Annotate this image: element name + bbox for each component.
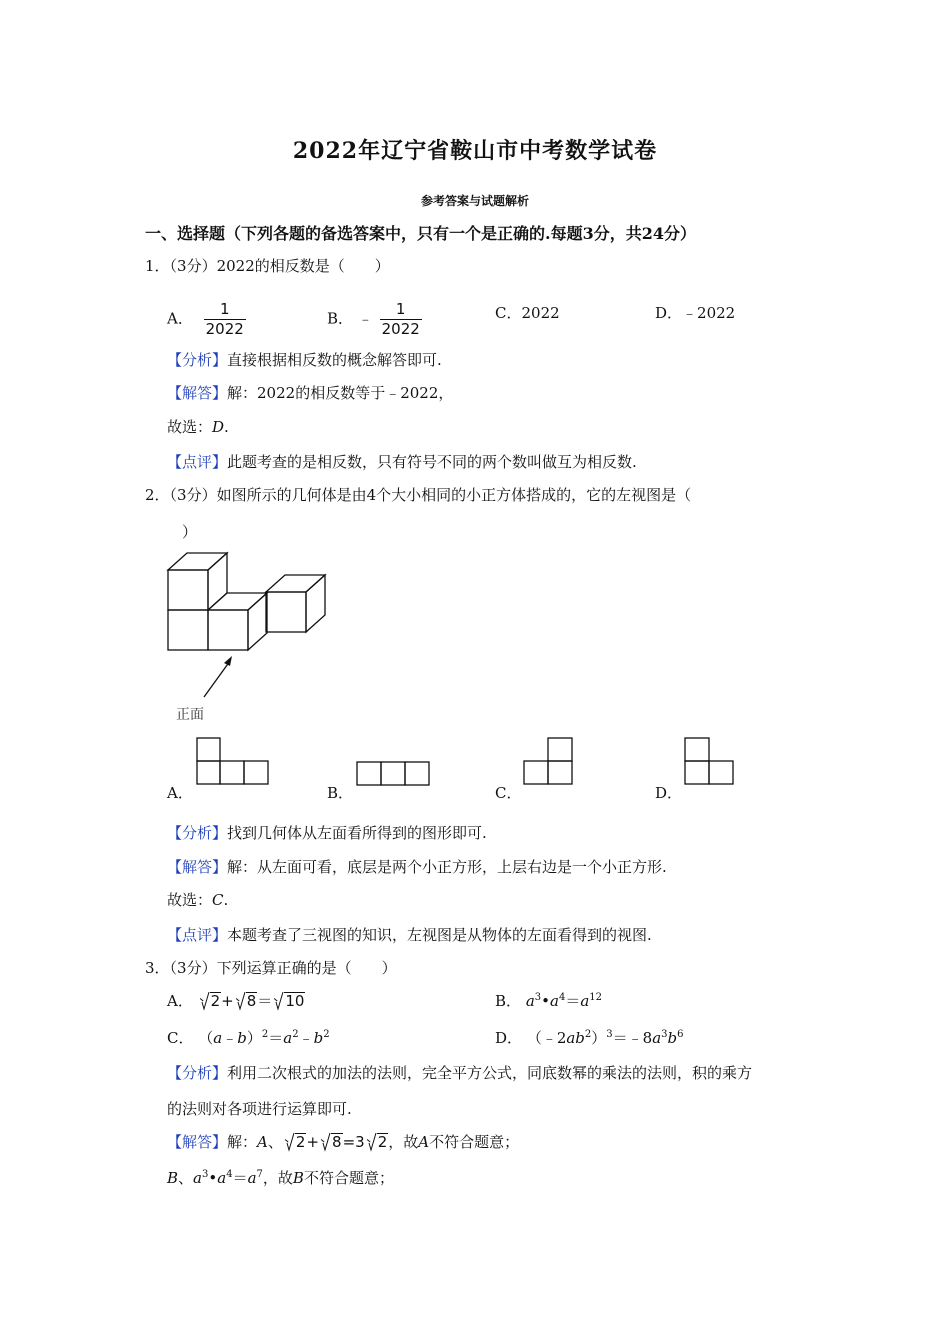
radicand: 8 [246, 992, 257, 1010]
separator: 、 [267, 1133, 283, 1151]
plus-sign: + [306, 1133, 320, 1151]
q3-option-a [167, 990, 305, 1011]
q1-option-a-numerator: 1 [219, 300, 230, 318]
q3-stem: 3．（3分）下列运算正确的是（ ） [145, 959, 397, 977]
var-a: a [193, 1169, 202, 1187]
radical-sign [323, 1133, 330, 1151]
exponent: 3 [606, 1029, 613, 1040]
sqrt-symbol [284, 1133, 307, 1151]
minus-sign: ﹣ [222, 1029, 238, 1047]
q1-choose [167, 416, 229, 437]
var-b: b [667, 1029, 678, 1047]
radicand: 2 [210, 992, 221, 1010]
radical-sign [287, 1133, 294, 1151]
exponent: 4 [558, 992, 566, 1003]
q3-option-d-label: D． [495, 1029, 523, 1047]
radicand: 10 [285, 992, 305, 1010]
paren-open: （ [198, 1029, 214, 1047]
q1-option-a [167, 301, 246, 338]
answer-prefix: 解： [227, 1133, 258, 1151]
q2-comment-text: 本题考查了三视图的知识，左视图是从物体的左面看得到的视图. [227, 926, 652, 944]
answer-tail-pre: ，故 [388, 1133, 419, 1151]
var-ab: ab [566, 1029, 585, 1047]
var-a: a [652, 1029, 662, 1047]
equals-sign: ＝ [565, 992, 581, 1010]
radical-sign [369, 1133, 376, 1151]
choose-suffix: . [224, 418, 229, 436]
q2-option-b-label: B． [327, 784, 354, 802]
paren-close: ） [246, 1029, 262, 1047]
exponent: 3 [661, 1029, 668, 1040]
q2-choose [167, 889, 228, 910]
q1-option-b-denominator: 2022 [381, 320, 420, 338]
q1-option-a-fraction [204, 301, 246, 338]
paren-close: ） [591, 1029, 607, 1047]
answer-tag: 【解答】 [167, 858, 228, 876]
sqrt-symbol [366, 1133, 389, 1151]
q1-option-a-denominator: 2022 [205, 320, 244, 338]
q3-option-a-label: A． [167, 992, 193, 1010]
q2-comment [167, 924, 652, 945]
q1-analysis [167, 349, 442, 370]
radicand: 2 [295, 1133, 306, 1151]
analysis-tag: 【分析】 [167, 351, 228, 369]
var-a: a [247, 1169, 257, 1187]
exponent: 3 [202, 1169, 209, 1180]
exponent: 7 [256, 1169, 263, 1180]
q3-option-b-label: B． [495, 992, 522, 1010]
q2-stem-line2: ） [182, 523, 198, 541]
q1-option-d: D．﹣2022 [655, 304, 736, 322]
radical-sign [276, 992, 283, 1010]
exponent: 4 [226, 1169, 233, 1180]
q2-option-d-figure [684, 737, 736, 785]
comment-tag: 【点评】 [167, 926, 228, 944]
q3-option-c [167, 1027, 330, 1048]
page-subtitle: 参考答案与试题解析 [420, 194, 529, 208]
q1-answer [167, 382, 453, 403]
q3-analysis-line1 [167, 1062, 752, 1083]
q3-answer [167, 1131, 519, 1152]
q1-option-b-fraction [380, 301, 422, 338]
dot-sign: • [541, 992, 550, 1010]
q3-answer-line-b [167, 1167, 394, 1188]
exponent: 12 [589, 992, 603, 1003]
exponent: 3 [534, 992, 542, 1003]
answer-tail: 不符合题意； [303, 1169, 394, 1187]
q1-option-b-label: B． [327, 309, 354, 328]
q2-stem-line1: 2．（3分）如图所示的几何体是由4个大小相同的小正方体搭成的，它的左视图是（ [145, 486, 692, 504]
answer-tail-pre: ，故 [262, 1169, 293, 1187]
sqrt-symbol [273, 992, 305, 1010]
radicand: 2 [377, 1133, 388, 1151]
var-b: b [313, 1029, 324, 1047]
equals-sign: ＝﹣8 [612, 1029, 653, 1047]
choose-prefix: 故选： [167, 891, 213, 909]
q1-comment-text: 此题考查的是相反数，只有符号不同的两个数叫做互为相反数. [227, 453, 637, 471]
q2-option-c-figure [523, 737, 575, 785]
exponent: 2 [323, 1029, 330, 1040]
exponent: 2 [584, 1029, 592, 1040]
sqrt-symbol [320, 1133, 343, 1151]
separator: 、 [178, 1169, 194, 1187]
var-b: b [237, 1029, 247, 1047]
minus-sign: ﹣ [298, 1029, 314, 1047]
dot-sign: • [208, 1169, 218, 1187]
answer-tail: 不符合题意； [429, 1133, 520, 1151]
q1-option-b [327, 301, 422, 338]
var-a: a [525, 992, 535, 1010]
exponent: 2 [292, 1029, 299, 1040]
option-letter: A [418, 1133, 430, 1151]
page-title: 2022年辽宁省鞍山市中考数学试卷 [292, 138, 658, 164]
q1-option-a-label: A． [167, 309, 193, 328]
q3-option-c-label: C． [167, 1029, 194, 1047]
choose-suffix: . [223, 891, 229, 909]
q2-option-a-figure [196, 737, 270, 785]
section-heading: 一、选择题（下列各题的备选答案中，只有一个是正确的.每题3分，共24分） [145, 224, 696, 243]
radical-sign [238, 992, 245, 1010]
equals-sign: ＝ [232, 1169, 248, 1187]
analysis-tag: 【分析】 [167, 824, 228, 842]
q1-comment [167, 451, 637, 472]
q1-stem: 1．（3分）2022的相反数是（ ） [145, 257, 390, 275]
option-letter: B [167, 1169, 179, 1187]
q2-analysis-text: 找到几何体从左面看所得到的图形即可. [227, 824, 487, 842]
analysis-tag: 【分析】 [167, 1064, 228, 1082]
q1-answer-text: 解：2022的相反数等于﹣2022， [227, 384, 454, 402]
equals-sign: ＝ [268, 1029, 284, 1047]
q2-option-d-label: D． [655, 784, 683, 802]
option-letter: B [292, 1169, 304, 1187]
paren-open: （﹣2 [526, 1029, 567, 1047]
q2-solid-figure [160, 545, 340, 705]
q2-option-a-label: A． [167, 784, 193, 802]
var-a: a [283, 1029, 293, 1047]
answer-tag: 【解答】 [167, 1133, 228, 1151]
q3-analysis-line2: 的法则对各项进行运算即可. [167, 1100, 352, 1118]
exponent: 6 [677, 1029, 684, 1040]
option-letter: A [257, 1133, 268, 1151]
q1-option-b-numerator: 1 [395, 300, 406, 318]
sqrt-symbol [199, 992, 222, 1010]
q1-analysis-text: 直接根据相反数的概念解答即可. [227, 351, 442, 369]
var-a: a [550, 992, 559, 1010]
q2-front-label: 正面 [176, 707, 204, 723]
var-a: a [217, 1169, 227, 1187]
choose-prefix: 故选： [167, 418, 213, 436]
q3-option-d [495, 1027, 684, 1048]
choose-letter: C [212, 891, 224, 909]
q1-option-b-sign: ﹣ [357, 309, 373, 328]
answer-tag: 【解答】 [167, 384, 228, 402]
q2-answer-text: 解：从左面可看，底层是两个小正方形，上层右边是一个小正方形. [227, 858, 667, 876]
choose-letter: D [212, 418, 225, 436]
q2-option-c-label: C． [495, 784, 522, 802]
radicand: 8 [332, 1133, 342, 1151]
exponent: 2 [261, 1029, 269, 1040]
q2-option-b-figure [356, 761, 430, 786]
plus-sign: + [221, 992, 234, 1010]
equals-three: =3 [342, 1133, 365, 1151]
q1-option-c: C．2022 [495, 304, 560, 322]
q2-analysis [167, 822, 487, 843]
comment-tag: 【点评】 [167, 453, 228, 471]
q3-analysis-text: 利用二次根式的加法的法则，完全平方公式，同底数幂的乘法的法则，积的乘方 [227, 1064, 753, 1082]
radical-sign [202, 992, 209, 1010]
q3-option-b [495, 990, 602, 1011]
var-a: a [213, 1029, 223, 1047]
q2-answer [167, 856, 667, 877]
equals-sign: ＝ [257, 992, 273, 1010]
sqrt-symbol [235, 992, 258, 1010]
var-a: a [580, 992, 590, 1010]
